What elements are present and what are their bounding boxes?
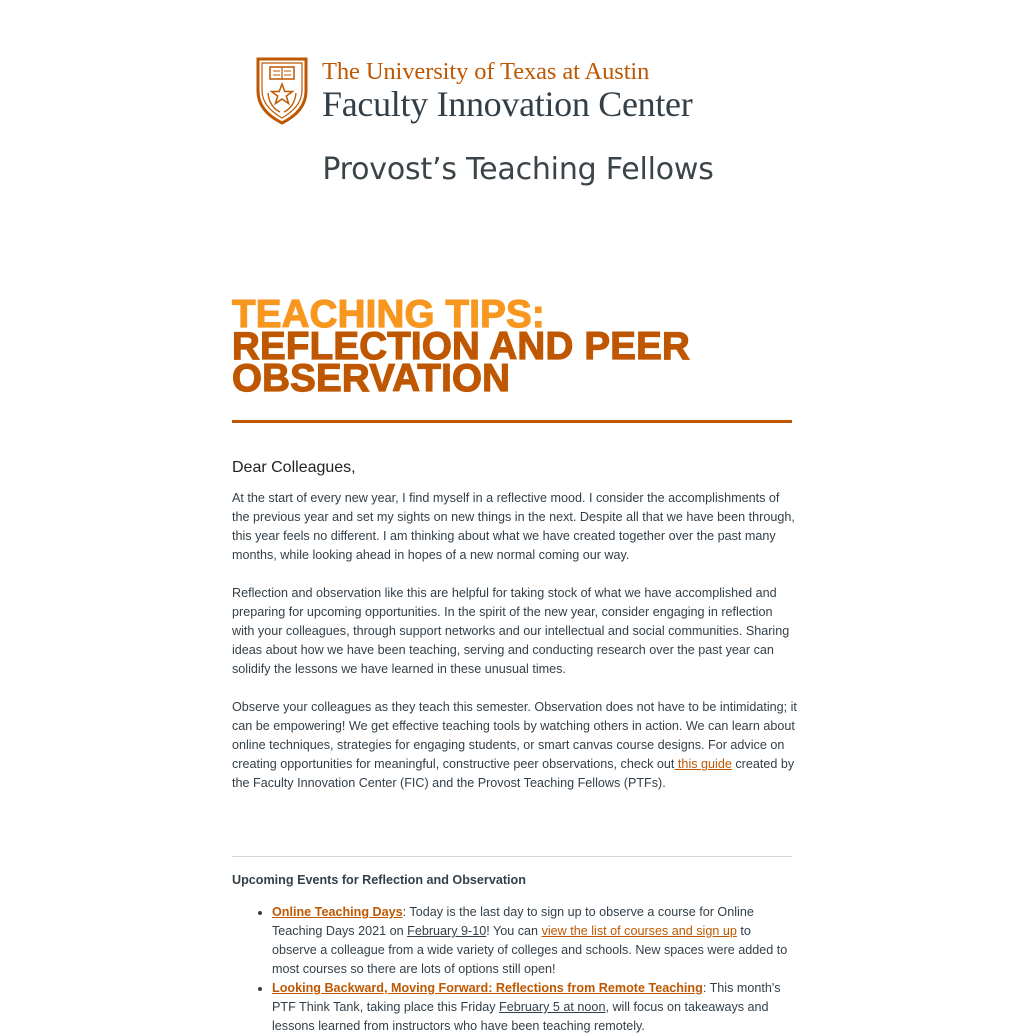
ut-seal-icon bbox=[254, 55, 310, 127]
program-name: Provost’s Teaching Fellows bbox=[322, 152, 714, 187]
event-text: to observe a colleague from a wide variety of colleges and schools. New spaces were added to most courses so there are lots of options still open! bbox=[272, 924, 788, 976]
event-text: : This month's PTF Think Tank, taking place this Friday bbox=[272, 981, 781, 1014]
event-item bbox=[272, 979, 798, 1036]
university-name: The University of Texas at Austin bbox=[322, 58, 650, 85]
title-line-3: OBSERVATION bbox=[232, 357, 511, 400]
guide-link[interactable]: this guide bbox=[674, 757, 732, 771]
events-list bbox=[232, 903, 798, 1036]
title-line-1: TEACHING TIPS: bbox=[232, 293, 545, 336]
title-line-2: REFLECTION AND PEER bbox=[232, 325, 690, 368]
paragraph-1: At the start of every new year, I find myself in a reflective mood. I consider the accomplishments of the previous year and set my sights on new things in the next. Despite all that we have been through, this year feels no different. I am thinking about what we have created together over the past many months, while looking ahead in hopes of a new normal coming our way. bbox=[232, 491, 795, 562]
greeting: Dear Colleagues, bbox=[232, 459, 356, 476]
paragraph-3-text-end: created by the Faculty Innovation Center (FIC) and the Provost Teaching Fellows (PTFs). bbox=[232, 757, 795, 790]
newsletter-title bbox=[232, 293, 812, 400]
event-text: : Today is the last day to sign up to observe a course for Online Teaching Days 2021 on bbox=[272, 905, 754, 938]
event-text: , will focus on takeaways and lessons learned from instructors who have been teaching remotely. bbox=[272, 1000, 769, 1033]
event-date: February 5 at noon bbox=[499, 1000, 606, 1014]
signup-link[interactable]: view the list of courses and sign up bbox=[541, 924, 737, 938]
event-title-link[interactable]: Online Teaching Days bbox=[272, 905, 403, 919]
section-divider bbox=[232, 856, 792, 857]
paragraph-3-text: Observe your colleagues as they teach this semester. Observation does not have to be intimidating; it can be empowering! We get effective teaching tools by watching others in action. We can learn about online techniques, strategies for engaging students, or smart canvas course designs. For advice on creating opportunities for meaningful, constructive peer observations, check out bbox=[232, 700, 797, 771]
paragraph-3 bbox=[232, 698, 798, 793]
center-name: Faculty Innovation Center bbox=[322, 84, 693, 124]
header-logo bbox=[254, 55, 774, 130]
title-divider bbox=[232, 420, 792, 423]
letter-body bbox=[232, 489, 798, 812]
event-item bbox=[272, 903, 798, 979]
event-text: ! You can bbox=[486, 924, 542, 938]
event-date: February 9-10 bbox=[407, 924, 487, 938]
event-title-link[interactable]: Looking Backward, Moving Forward: Reflections from Remote Teaching bbox=[272, 981, 703, 995]
events-heading: Upcoming Events for Reflection and Observation bbox=[232, 873, 526, 887]
paragraph-2: Reflection and observation like this are helpful for taking stock of what we have accomplished and preparing for upcoming opportunities. In the spirit of the new year, consider engaging in reflection with your colleagues, through support networks and our intellectual and social communities. Sharing ideas about how we have been teaching, serving and conducting research over the past year can solidify the lessons we have learned in these unusual times. bbox=[232, 586, 790, 676]
